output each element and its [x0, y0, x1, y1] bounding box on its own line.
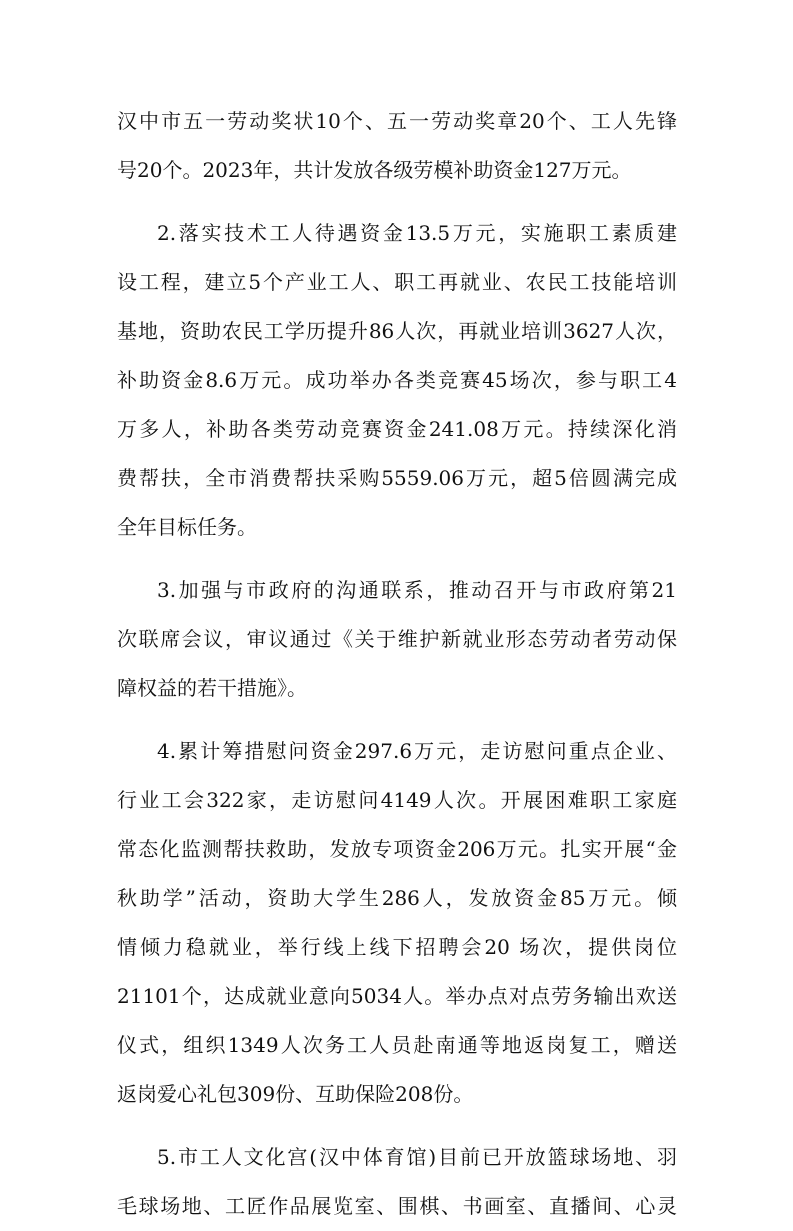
paragraph-item-5 — [117, 1133, 677, 1231]
text-line: 行业工会322家，走访慰问4149人次。开展困难职工家庭 — [117, 788, 677, 812]
paragraph-item-2 — [117, 209, 677, 552]
text-line: 补助资金8.6万元。成功举办各类竞赛45场次，参与职工4 — [117, 368, 677, 392]
text-line: 毛球场地、工匠作品展览室、围棋、书画室、直播间、心灵 — [117, 1194, 677, 1218]
text-line: 汉中市五一劳动奖状10个、五一劳动奖章20个、工人先锋 — [117, 109, 677, 133]
text-line: 基地，资助农民工学历提升86人次，再就业培训3627人次， — [117, 319, 677, 343]
text-line: 2.落实技术工人待遇资金13.5万元，实施职工素质建 — [157, 221, 677, 245]
text-line: 设工程，建立5个产业工人、职工再就业、农民工技能培训 — [117, 270, 677, 294]
text-line: 全年目标任务。 — [117, 515, 257, 539]
text-line: 障权益的若干措施》。 — [117, 676, 307, 700]
document-page — [117, 97, 677, 1231]
text-line: 费帮扶，全市消费帮扶采购5559.06万元，超5倍圆满完成 — [117, 466, 677, 490]
paragraph-item-3 — [117, 566, 677, 713]
text-line: 秋助学”活动，资助大学生286人，发放资金85万元。倾 — [117, 886, 677, 910]
paragraph-item-4 — [117, 727, 677, 1119]
text-line: 万多人，补助各类劳动竞赛资金241.08万元。持续深化消 — [117, 417, 677, 441]
text-line: 5.市工人文化宫(汉中体育馆)目前已开放篮球场地、羽 — [157, 1145, 677, 1169]
text-line: 21101个，达成就业意向5034人。举办点对点劳务输出欢送 — [117, 984, 677, 1008]
text-line: 仪式，组织1349人次务工人员赴南通等地返岗复工，赠送 — [117, 1033, 677, 1057]
text-line: 次联席会议，审议通过《关于维护新就业形态劳动者劳动保 — [117, 627, 677, 651]
paragraph-continuation — [117, 97, 677, 195]
text-line: 号20个。2023年，共计发放各级劳模补助资金127万元。 — [117, 158, 632, 182]
text-line: 3.加强与市政府的沟通联系，推动召开与市政府第21 — [157, 578, 677, 602]
text-line: 返岗爱心礼包309份、互助保险208份。 — [117, 1082, 474, 1106]
text-line: 常态化监测帮扶救助，发放专项资金206万元。扎实开展“金 — [117, 837, 677, 861]
text-line: 4.累计筹措慰问资金297.6万元，走访慰问重点企业、 — [157, 739, 677, 763]
text-line: 情倾力稳就业，举行线上线下招聘会20 场次，提供岗位 — [117, 935, 677, 959]
